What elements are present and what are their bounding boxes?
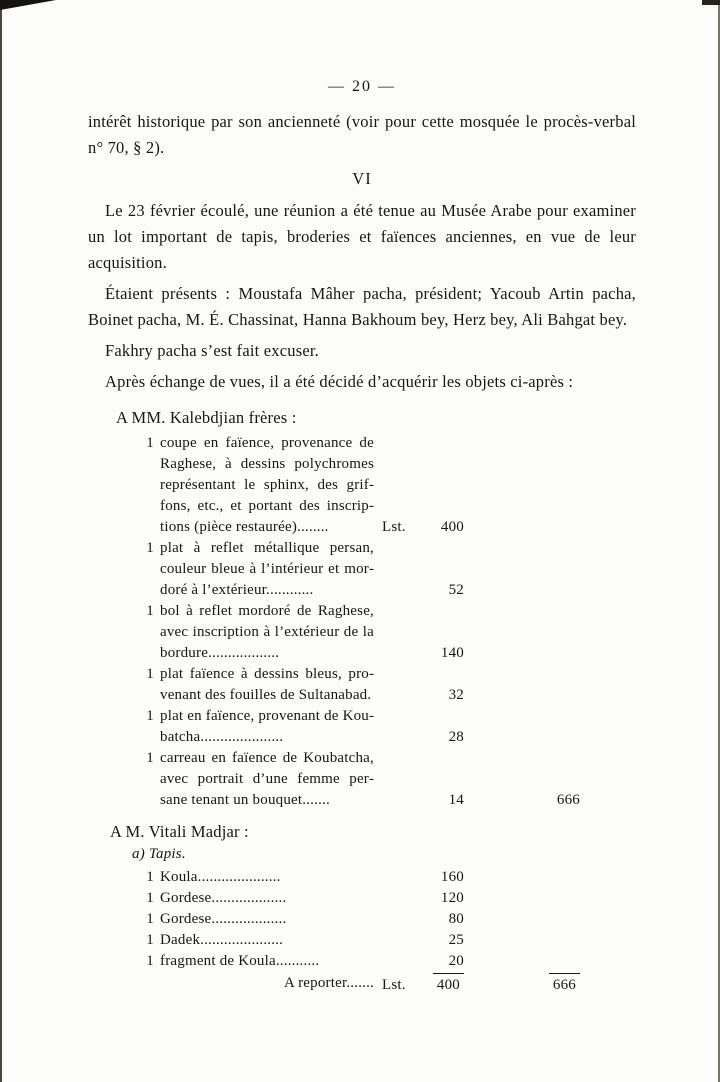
category-subheading-tapis: a) Tapis. [132, 846, 186, 862]
item-qty: 1 [146, 890, 154, 906]
item-desc: Gordese................... [160, 890, 287, 906]
item-amount: 160 [440, 869, 464, 885]
item-desc: plat faïence à dessins bleus, provenant des fouilles de Sultanabad. [160, 666, 374, 703]
carry-amount-cell [416, 973, 464, 996]
ledger-item [88, 909, 580, 930]
item-qty: 1 [146, 953, 154, 969]
paragraph-presents: Étaient présents : Moustafa Mâher pacha, président; Yacoub Artin pacha, Boinet pacha, M. É. Chassinat, Hanna Bakhoum bey, Herz bey, Ali Bahgat bey. [88, 284, 636, 329]
ledger-item [88, 951, 580, 972]
item-desc: plat en faïence, provenant de Koubatcha..................... [160, 708, 375, 745]
carry-total-cell [464, 973, 580, 996]
item-amount: 140 [440, 645, 464, 661]
item-qty: 1 [146, 708, 154, 724]
acquisitions-ledger [88, 407, 636, 996]
ledger-item [88, 601, 580, 664]
item-qty: 1 [146, 540, 154, 556]
item-amount: 400 [440, 519, 464, 535]
item-desc: plat à reflet métallique persan, couleur bleue à l’intérieur et mordoré à l’extérieur............ [160, 540, 374, 598]
ledger-item [88, 748, 580, 811]
item-total: 666 [556, 792, 580, 808]
paragraph-decision: Après échange de vues, il a été décidé d’acquérir les objets ci-après : [105, 372, 574, 391]
item-qty: 1 [146, 911, 154, 927]
item-desc: carreau en faïence de Koubatcha, avec portrait d’une femme persane tenant un bouquet....... [160, 750, 374, 808]
ledger-item [88, 433, 580, 538]
carry-total: 666 [549, 973, 580, 996]
item-amount: 32 [448, 687, 464, 703]
ledger-item [88, 664, 580, 706]
paragraph-reunion: Le 23 février écoulé, une réunion a été tenue au Musée Arabe pour examiner un lot important de tapis, broderies et faïences anciennes, en vue de leur acquisition. [88, 201, 636, 272]
item-desc: fragment de Koula........... [160, 953, 320, 969]
item-desc: Dadek..................... [160, 932, 284, 948]
paragraph-excuse: Fakhry pacha s’est fait excuser. [105, 341, 319, 360]
item-amount: 20 [448, 953, 464, 969]
item-desc: Gordese................... [160, 911, 287, 927]
ledger-item [88, 888, 580, 909]
item-qty: 1 [146, 932, 154, 948]
item-amount: 14 [448, 792, 464, 808]
item-amount: 52 [448, 582, 464, 598]
item-qty: 1 [146, 869, 154, 885]
carry-forward-row [88, 973, 580, 996]
item-qty: 1 [146, 666, 154, 682]
item-qty: 1 [146, 603, 154, 619]
item-desc: Koula..................... [160, 869, 281, 885]
item-qty: 1 [146, 435, 154, 451]
seller-heading-kalebdjian: A MM. Kalebdjian frères : [116, 408, 297, 427]
seller-heading-madjar: A M. Vitali Madjar : [110, 822, 249, 841]
carry-currency: Lst. [382, 977, 406, 993]
item-amount: 80 [448, 911, 464, 927]
ledger-item [88, 930, 580, 951]
item-amount: 120 [440, 890, 464, 906]
ledger-item [88, 867, 580, 888]
paragraph-continuation: intérêt historique par son ancienneté (voir pour cette mosquée le procès-verbal n° 70, § 2). [88, 112, 636, 157]
ledger-item [88, 706, 580, 748]
carry-amount: 400 [433, 973, 464, 996]
page-number: — 20 — [328, 78, 396, 95]
item-qty: 1 [146, 750, 154, 766]
item-desc: coupe en faïence, provenance de Raghese, à dessins polychromes représentant le sphinx, des griffons, etc., et portant des inscriptions (pièce restaurée)........ [160, 435, 374, 535]
carry-label: A reporter....... [283, 975, 374, 991]
section-numeral: VI [352, 169, 372, 188]
item-amount: 25 [448, 932, 464, 948]
ledger-item [88, 538, 580, 601]
item-currency: Lst. [382, 519, 406, 535]
item-desc: bol à reflet mordoré de Raghese, avec inscription à l’extérieur de la bordure.................. [160, 603, 374, 661]
item-amount: 28 [448, 729, 464, 745]
